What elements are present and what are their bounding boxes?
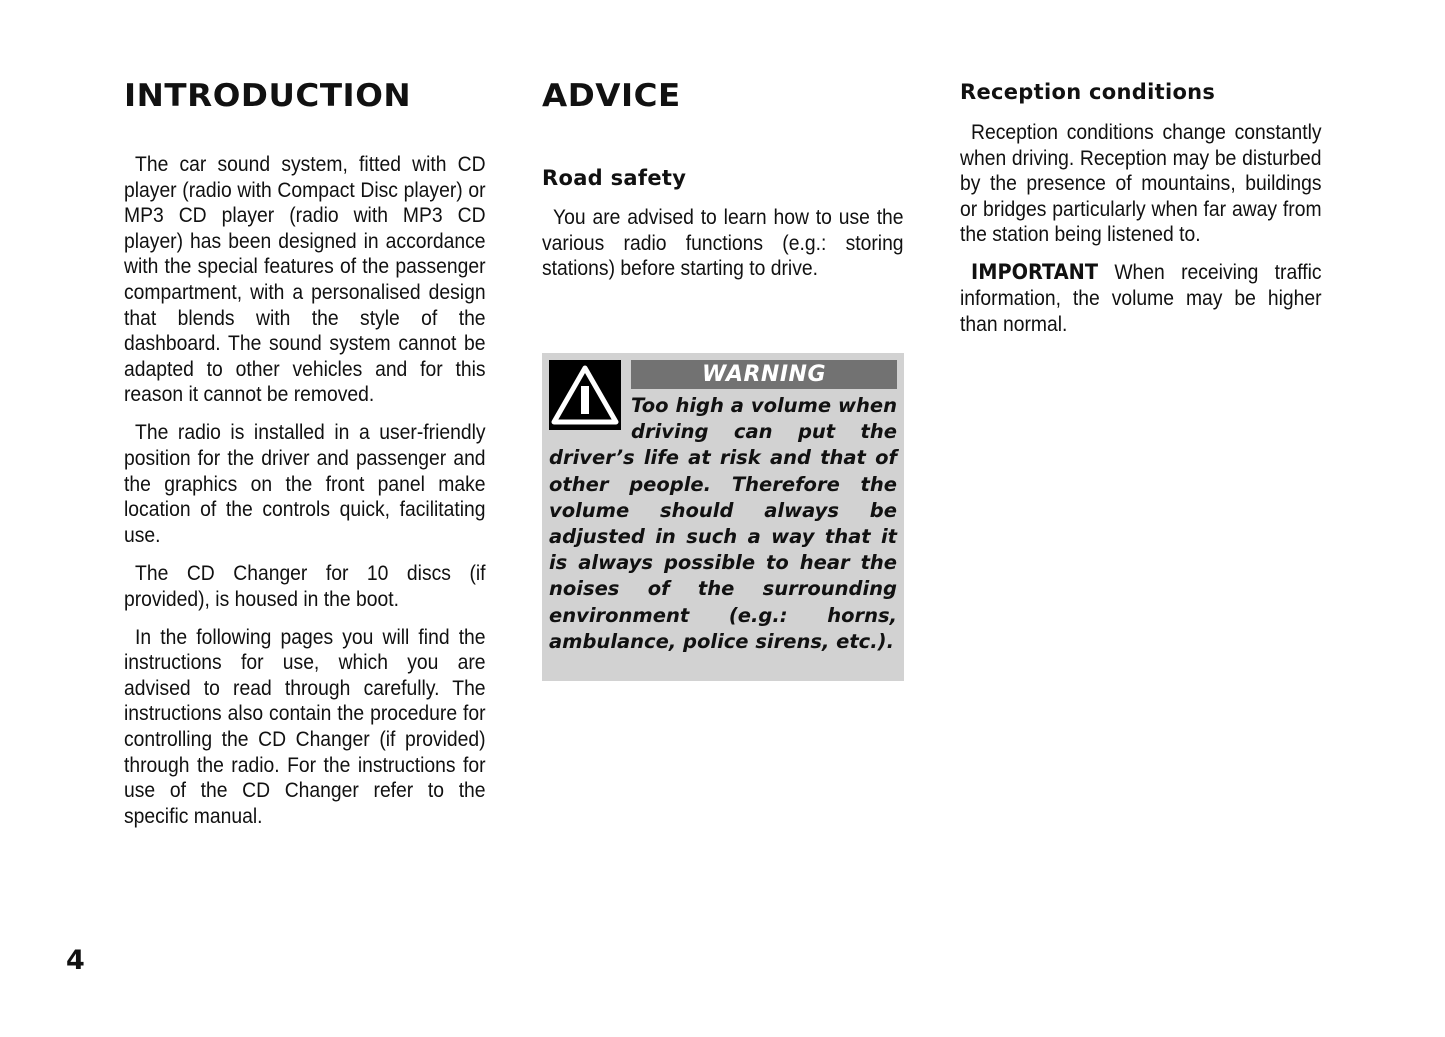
introduction-paragraph: The radio is installed in a user-friendly position for the driver and passenger and the graphics on the front panel make location of the controls quick, facilitating use.: [124, 421, 486, 547]
introduction-paragraph: In the following pages you will find the instructions for use, which you are advised to read through carefully. The instructions also contain the procedure for controlling the CD Changer (if provided) through the radio. For the instructions for use of the CD Changer refer to the specific manual.: [124, 625, 486, 828]
warning-text: Too high a volume when driving can put the driver’s life at risk and that of other people. Therefore the volume should always be adjusted in such a way that it is always possible to hear the noises of the surrounding environment (e.g.: horns, ambulance, police sirens, etc.).: [549, 394, 897, 653]
road-safety-text: You are advised to learn how to use the various radio functions (e.g.: storing stations) before starting to drive.: [542, 206, 904, 281]
reception-title: Reception conditions: [960, 80, 1216, 104]
important-note: [960, 260, 1322, 337]
road-safety-title: Road safety: [542, 166, 687, 190]
page-number: 4: [66, 945, 85, 976]
important-label: IMPORTANT: [971, 260, 1099, 285]
warning-text-block: [549, 393, 897, 655]
introduction-body: [124, 152, 486, 842]
introduction-heading: INTRODUCTION: [124, 78, 412, 114]
road-safety-body: [542, 205, 904, 294]
warning-title: WARNING: [631, 360, 897, 389]
reception-body: [960, 120, 1322, 350]
introduction-paragraph: The car sound system, fitted with CD player (radio with Compact Disc player) or MP3 CD player (radio with MP3 CD player) has been designed in accordance with the special features of the passenger compartment, with a personalised design that blends with the style of the dashboard. The sound system cannot be adapted to other vehicles and for this reason it cannot be removed.: [124, 153, 486, 407]
reception-text: Reception conditions change constantly when driving. Reception may be disturbed by the presence of mountains, buildings or bridges particularly when far away from the station being listened to.: [960, 121, 1322, 247]
advice-heading: ADVICE: [542, 78, 681, 114]
important-text: When receiving traffic information, the volume may be higher than normal.: [960, 261, 1322, 336]
warning-box: [542, 353, 904, 681]
introduction-paragraph: The CD Changer for 10 discs (if provided), is housed in the boot.: [124, 561, 486, 611]
